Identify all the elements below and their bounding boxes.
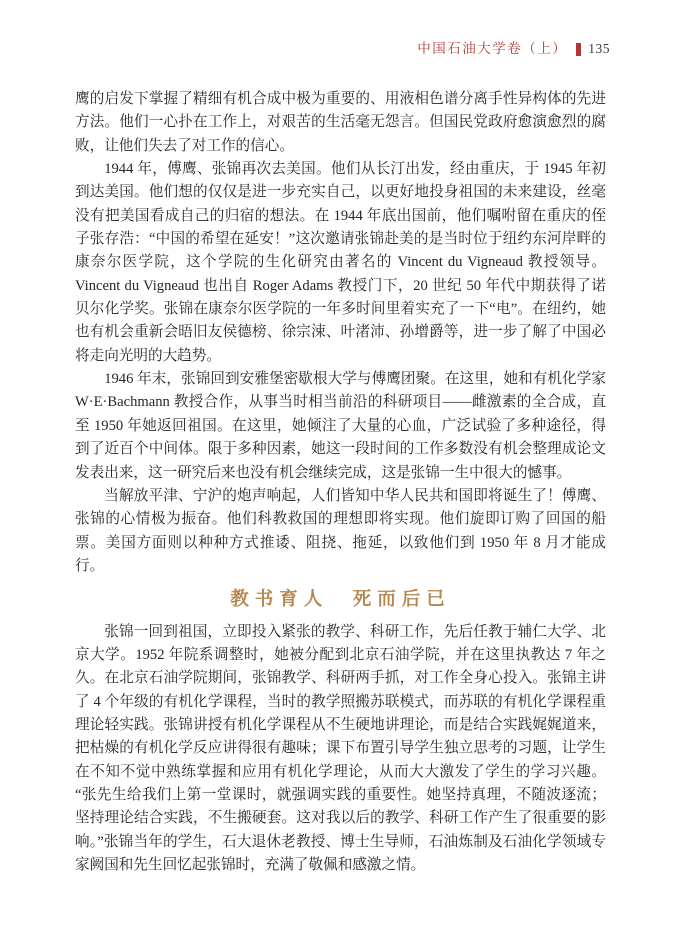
header-separator-bar bbox=[576, 43, 581, 56]
page-body bbox=[75, 88, 606, 877]
page-number: 135 bbox=[588, 41, 610, 56]
body-paragraph-return-home: 当解放平津、宁沪的炮声响起，人们皆知中华人民共和国即将诞生了！傅鹰、张锦的心情极为振奋。他们科教救国的理想即将实现。他们旋即订购了回国的船票。美国方面则以种种方式推诿、阻挠、拖延，以致他们到 1950 年 8 月才能成行。 bbox=[75, 487, 606, 574]
section-heading: 教书育人 死而后已 bbox=[230, 590, 451, 611]
body-paragraph-1944-trip: 1944 年，傅鹰、张锦再次去美国。他们从长汀出发，经由重庆，于 1945 年初到达美国。他们想的仅仅是进一步充实自己，以更好地投身祖国的未来建设，丝毫没有把美国看成自己的归宿的想法。在 1944 年底出国前，他们嘱咐留在重庆的侄子张存浩：“中国的希望在延安！”这次邀请张锦赴美的是当时位于纽约东河岸畔的康奈尔医学院，这个学院的生化研究由著名的 Vincent du Vigneaud 教授领导。Vincent du Vigneaud 也出自 Roger Adams 教授门下，20 世纪 50 年代中期获得了诺贝尔化学奖。张锦在康奈尔医学院的一年多时间里着实充了一下“电”。在纽约，她也有机会重新会晤旧友侯德榜、徐宗涑、叶渚沛、孙增爵等，进一步了解了中国必将走向光明的大趋势。 bbox=[75, 161, 606, 364]
body-paragraph-1946-michigan: 1946 年末，张锦回到安雅堡密歇根大学与傅鹰团聚。在这里，她和有机化学家 W·E·Bachmann 教授合作，从事当时相当前沿的科研项目——雌激素的全合成，直至 1950 年她返回祖国。在这里，她倾注了大量的心血，广泛试验了多种途径，得到了近百个中间体。限于多种因素，她这一段时间的工作多数没有机会整理成论文发表出来，这一研究后来也没有机会继续完成，这是张锦一生中很大的憾事。 bbox=[75, 371, 606, 481]
running-header bbox=[417, 41, 610, 57]
running-header-title: 中国石油大学卷（上） bbox=[417, 41, 568, 56]
body-paragraph-continuation: 鹰的启发下掌握了精细有机合成中极为重要的、用液相色谱分离手性异构体的先进方法。他们一心扑在工作上，对艰苦的生活毫无怨言。但国民党政府愈演愈烈的腐败，让他们失去了对工作的信心。 bbox=[75, 91, 606, 154]
body-paragraph-teaching-career: 张锦一回到祖国，立即投入紧张的教学、科研工作，先后任教于辅仁大学、北京大学。1952 年院系调整时，她被分配到北京石油学院，并在这里执教达 7 年之久。在北京石油学院期间，张锦教学、科研两手抓，对工作全身心投入。张锦主讲了 4 个年级的有机化学课程，当时的教学照搬苏联模式，而苏联的有机化学课程重理论轻实践。张锦讲授有机化学课程从不生硬地讲理论，而是结合实践娓娓道来，把枯燥的有机化学反应讲得很有趣味；课下布置引导学生独立思考的习题，让学生在不知不觉中熟练掌握和应用有机化学理论，从而大大激发了学生的学习兴趣。“张先生给我们上第一堂课时，就强调实践的重要性。她坚持真理，不随波逐流；坚持理论结合实践，不生搬硬套。这对我以后的教学、科研工作产生了很重要的影响。”张锦当年的学生，石大退休老教授、博士生导师，石油炼制及石油化学领域专家阙国和先生回忆起张锦时，充满了敬佩和感激之情。 bbox=[75, 623, 606, 873]
